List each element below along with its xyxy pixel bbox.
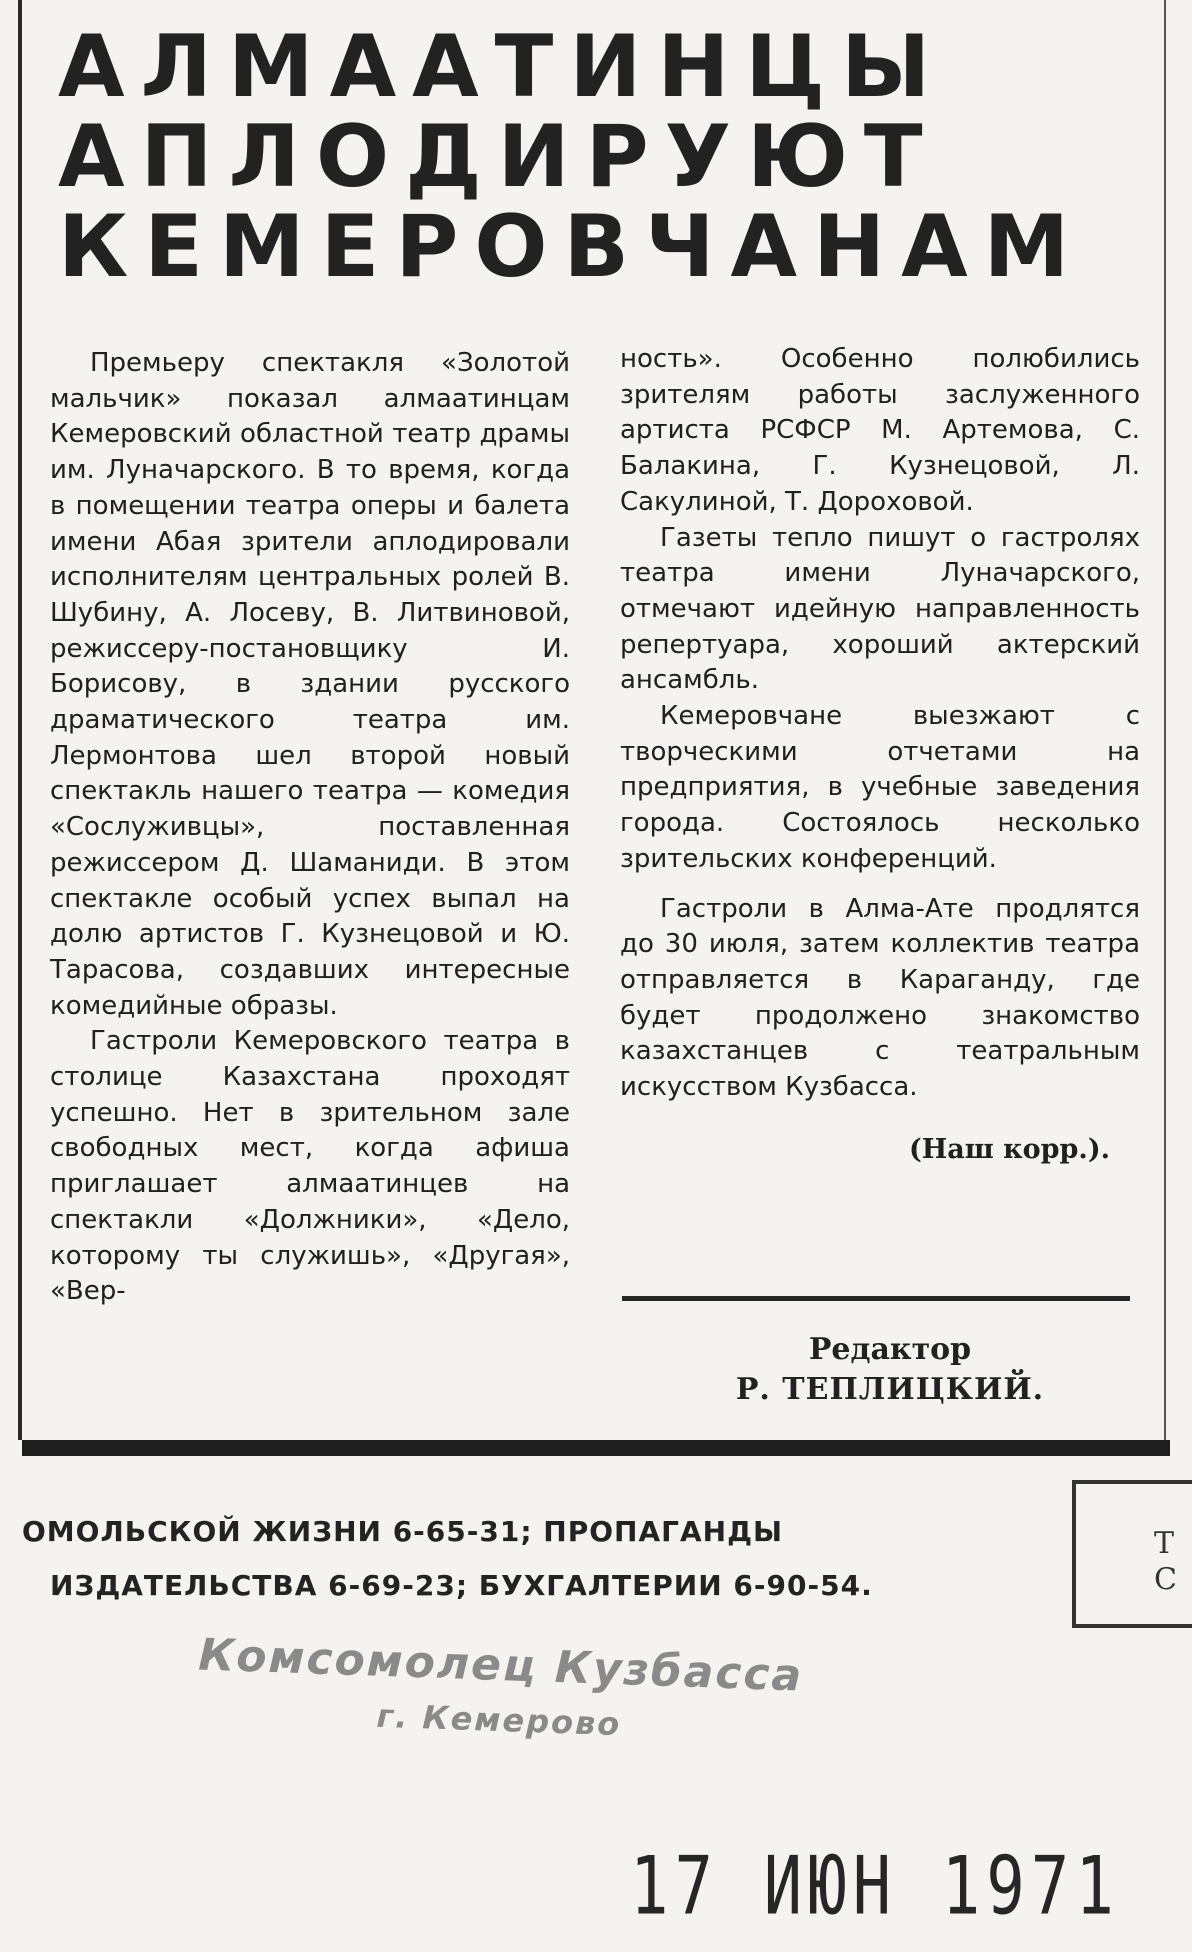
- headline-line-1: АЛМААТИНЦЫ: [58, 17, 947, 117]
- article-paragraph-2-continued: ность». Особенно полюбились зрителям работы заслуженного артиста РСФСР М. Артемова, С. Балакина, Г. Кузнецовой, Л. Сакулиной, Т. Дороховой.: [620, 344, 1140, 517]
- article-paragraph-3: Газеты тепло пишут о гастролях театра имени Луначарского, отмечают идейную направленность репертуара, хороший актерский ансамбль.: [620, 522, 1140, 696]
- column-divider-rule: [622, 1296, 1130, 1301]
- headline: [58, 17, 1118, 297]
- headline-line-3: КЕМЕРОВЧАНАМ: [58, 197, 1086, 297]
- box-letter-1: Т: [1154, 1526, 1175, 1561]
- right-frame-line: [1164, 0, 1166, 1450]
- article-paragraph-5: Гастроли в Алма-Ате продлятся до 30 июля, затем коллектив театра отправляется в Караганду, где будет продолжено знакомство казахстанцев с театральным искусством Кузбасса.: [620, 893, 1140, 1103]
- article-paragraph-1: Премьеру спектакля «Золотой мальчик» показал алмаатинцам Кемеровский областной театр драмы им. Луначарского. В то время, когда в помещении театра оперы и балета имени Абая зрители аплодировали исполнителям центральных ролей В. Шубину, А. Лосеву, В. Литвиновой, режиссеру-постановщику И. Борисову, в здании русского драматического театра им. Лермонтова шел второй новый спектакль нашего театра — комедия «Сослуживцы», поставленная режиссером Д. Шаманиди. В этом спектакле особый успех выпал на долю артистов Г. Кузнецовой и Ю. Тарасова, создавших интересные комедийные образы.: [50, 348, 570, 1021]
- stamp-line-1: Комсомолец Кузбасса: [197, 1629, 805, 1702]
- editor-name: Р. ТЕПЛИЦКИЙ.: [735, 1372, 1045, 1407]
- phones-line-2: ИЗДАТЕЛЬСТВА 6-69-23; БУХГАЛТЕРИИ 6-90-54.: [50, 1569, 873, 1602]
- article-column-right: [620, 342, 1140, 1167]
- left-frame-line: [18, 0, 22, 1440]
- headline-line-2: АПЛОДИРУЮТ: [58, 107, 939, 207]
- footer-rule: [22, 1440, 1170, 1456]
- editor-title: Редактор: [808, 1332, 972, 1367]
- article-paragraph-2: Гастроли Кемеровского театра в столице Казахстана проходят успешно. Нет в зрительном зале свободных мест, когда афиша приглашает алмаатинцев на спектакли «Должники», «Дело, которому ты служишь», «Другая», «Вер-: [50, 1026, 570, 1307]
- correspondent-signoff: (Наш корр.).: [908, 1133, 1110, 1165]
- article-paragraph-4: Кемеровчане выезжают с творческими отчетами на предприятия, в учебные заведения города. Состоялось несколько зрительских конференций.: [620, 701, 1140, 874]
- editor-block: [700, 1330, 1080, 1410]
- cropped-box: [1072, 1480, 1192, 1628]
- article-column-left: [50, 346, 570, 1310]
- source-stamp: [178, 1629, 821, 1750]
- phone-directory: [22, 1505, 922, 1613]
- box-letter-2: С: [1154, 1562, 1177, 1597]
- date-stamp: 17 ИЮН 1971: [630, 1840, 1120, 1934]
- stamp-line-2: г. Кемерово: [375, 1696, 622, 1744]
- phones-line-1: ОМОЛЬСКОЙ ЖИЗНИ 6-65-31; ПРОПАГАНДЫ: [22, 1515, 784, 1548]
